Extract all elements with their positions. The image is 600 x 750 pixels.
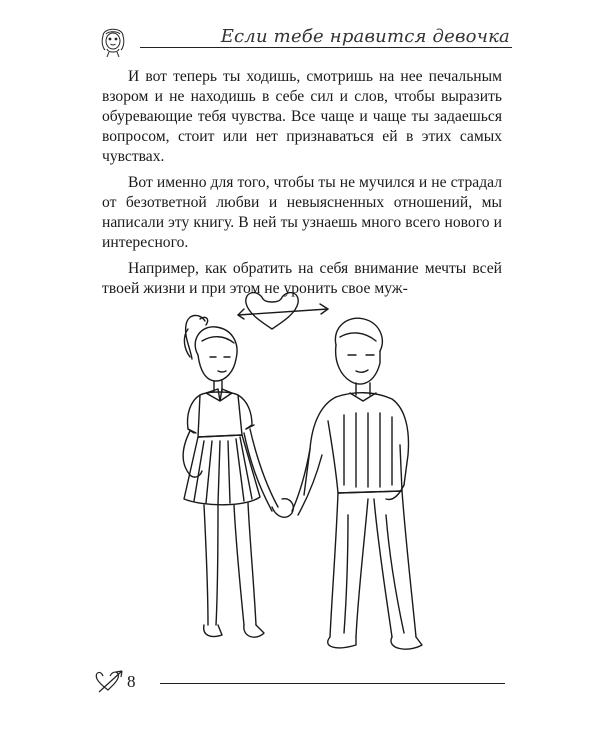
body-text — [102, 67, 502, 305]
boy-figure — [292, 318, 422, 649]
paragraph: Вот именно для того, чтобы ты не мучился и не страдал от безответной любви и невыясненных отношений, мы написали эту книгу. В ней ты узнаешь много всего нового и интересного. — [102, 174, 502, 251]
illustration-couple — [160, 285, 450, 680]
running-head: Если тебе нравится девочка — [220, 26, 510, 47]
girl-face-icon — [97, 22, 129, 58]
header-rule — [140, 47, 512, 48]
paragraph: И вот теперь ты ходишь, смотришь на нее печальным взором и не находишь в себе сил и слов, чтобы выразить обуревающие тебя чувства. Все чаще и чаще ты задаешься вопросом, стоит или нет признаваться ей в этих самых чувствах. — [102, 68, 502, 165]
heart-with-arrow-icon — [238, 293, 328, 329]
heart-arrow-icon — [95, 668, 125, 694]
girl-figure — [183, 315, 278, 637]
footer-rule — [160, 683, 505, 684]
paragraph: Например, как обратить на себя внимание мечты всей твоей жизни и при этом не уронить свое муж- — [102, 260, 502, 297]
page-number: 8 — [127, 672, 136, 691]
